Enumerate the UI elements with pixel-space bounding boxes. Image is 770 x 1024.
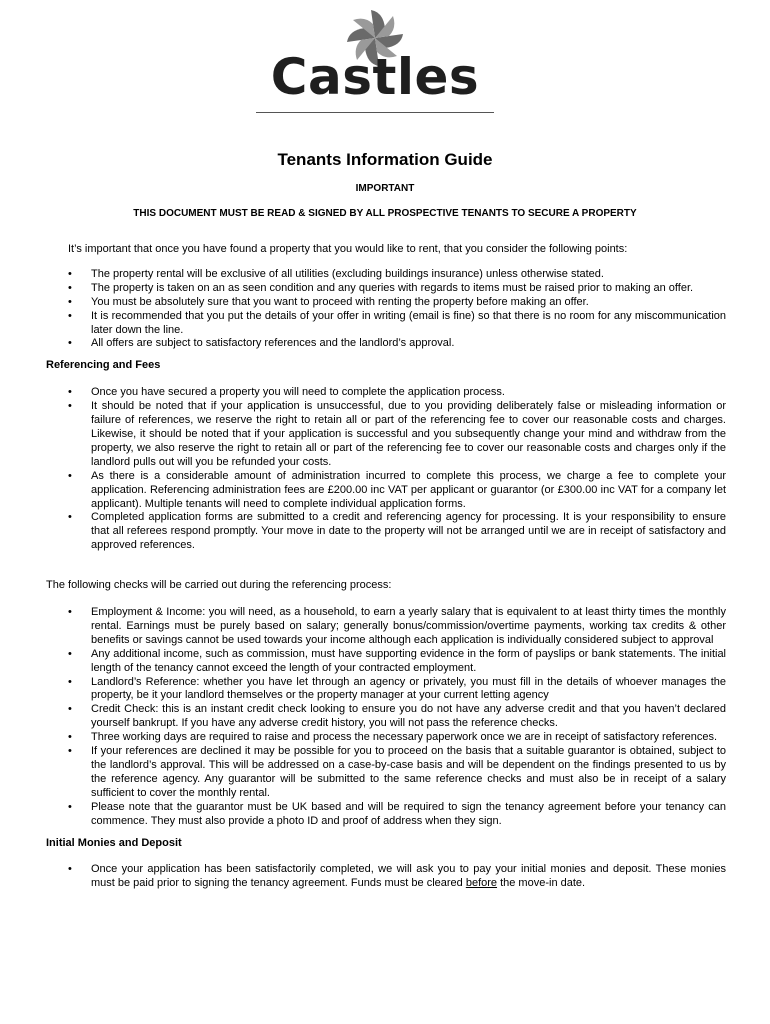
list-item: • It should be noted that if your application is unsuccessful, due to you providing deliberately false or misleading information or failure of references, we reserve the right to retain all or part of the referencing fee to cover our reasonable costs and charges. Likewise, it should be noted that if your application is successful and you subsequently change your mind and withdraw from the property, we also reserve the right to retain all or part of the referencing fee to cover our reasonable costs and charges only if the landlord pulls out will you be refunded your costs. bbox=[46, 400, 726, 470]
list-item: • You must be absolutely sure that you want to proceed with renting the property before making an offer. bbox=[46, 296, 726, 310]
monies-list bbox=[46, 863, 726, 891]
logo-text: Castles bbox=[270, 48, 480, 106]
list-item: • Completed application forms are submitted to a credit and referencing agency for processing. It is your responsibility to ensure that all referees respond promptly. Your move in date to the property will not be arranged until we are in receipt of satisfactory and approved references. bbox=[46, 511, 726, 553]
list-item: • Please note that the guarantor must be UK based and will be required to sign the tenancy agreement before your tenancy can commence. They must also provide a photo ID and proof of address when they sign. bbox=[46, 801, 726, 829]
list-item: • If your references are declined it may be possible for you to proceed on the basis that a suitable guarantor is obtained, subject to the landlord’s approval. This will be addressed on a case-by-case basis and will be dependent on the findings presented to us by the reference agency. Any guarantor will be submitted to the same reference checks and must also be in receipt of a salary sufficient to cover the monthly rental. bbox=[46, 745, 726, 801]
list-item: • Once you have secured a property you will need to complete the application process. bbox=[46, 386, 726, 400]
list-item: • Landlord’s Reference: whether you have let through an agency or privately, you must fill in the details of whoever manages the property, be it your landlord themselves or the property manager at your current letting agency bbox=[46, 676, 726, 704]
intro-text: It’s important that once you have found a property that you would like to rent, that you consider the following points: bbox=[68, 243, 628, 255]
logo-divider bbox=[256, 112, 494, 113]
monies-text-end: the move-in date. bbox=[497, 877, 586, 890]
list-item: • Credit Check: this is an instant credit check looking to ensure you do not have any adverse credit and that you haven’t declared yourself bankrupt. If you have any adverse credit history, you will not pass the reference checks. bbox=[46, 703, 726, 731]
section-heading-referencing: Referencing and Fees bbox=[46, 359, 161, 372]
checks-intro: The following checks will be carried out during the referencing process: bbox=[46, 579, 392, 592]
list-item: • As there is a considerable amount of administration incurred to complete this process, we charge a fee to complete your application. Referencing administration fees are £200.00 inc VAT per applicant or guarantor (or £300.00 inc VAT for a company let applicant). Multiple tenants will need to complete individual application forms. bbox=[46, 470, 726, 512]
points-list bbox=[46, 268, 726, 351]
important-label: IMPORTANT bbox=[355, 183, 415, 194]
document-title: Tenants Information Guide bbox=[277, 150, 493, 169]
section-heading-monies: Initial Monies and Deposit bbox=[46, 836, 182, 849]
monies-text-start: Once your application has been satisfactorily completed, we will ask you to pay your initial monies and deposit. These monies must be paid prior to signing the tenancy agreement. Funds must be cleared bbox=[91, 863, 726, 890]
monies-text-underlined: before bbox=[465, 877, 498, 890]
list-item: • The property is taken on an as seen condition and any queries with regards to items must be raised prior to making an offer. bbox=[46, 282, 726, 296]
logo bbox=[0, 0, 770, 120]
referencing-list bbox=[46, 386, 726, 553]
list-item: • The property rental will be exclusive of all utilities (excluding buildings insurance) unless otherwise stated. bbox=[46, 268, 726, 282]
list-item bbox=[46, 863, 726, 891]
list-item: • Three working days are required to raise and process the necessary paperwork once we are in receipt of satisfactory references. bbox=[46, 731, 726, 745]
checks-list bbox=[46, 606, 726, 829]
document-body bbox=[46, 243, 726, 891]
notice-text: THIS DOCUMENT MUST BE READ & SIGNED BY ALL PROSPECTIVE TENANTS TO SECURE A PROPERTY bbox=[133, 208, 637, 219]
list-item: • Employment & Income: you will need, as a household, to earn a yearly salary that is equivalent to at least thirty times the monthly rental. Earnings must be purely based on salary; generally bonus/commission/overtime payments, working tax credits & other benefits or savings cannot be used towards your income although each application is individually considered subject to approval bbox=[46, 606, 726, 648]
list-item: • It is recommended that you put the details of your offer in writing (email is fine) so that there is no room for any miscommunication later down the line. bbox=[46, 310, 726, 338]
list-item: • All offers are subject to satisfactory references and the landlord’s approval. bbox=[46, 337, 726, 351]
list-item: • Any additional income, such as commission, must have supporting evidence in the form of payslips or bank statements. The initial length of the tenancy cannot exceed the length of your contracted employment. bbox=[46, 648, 726, 676]
